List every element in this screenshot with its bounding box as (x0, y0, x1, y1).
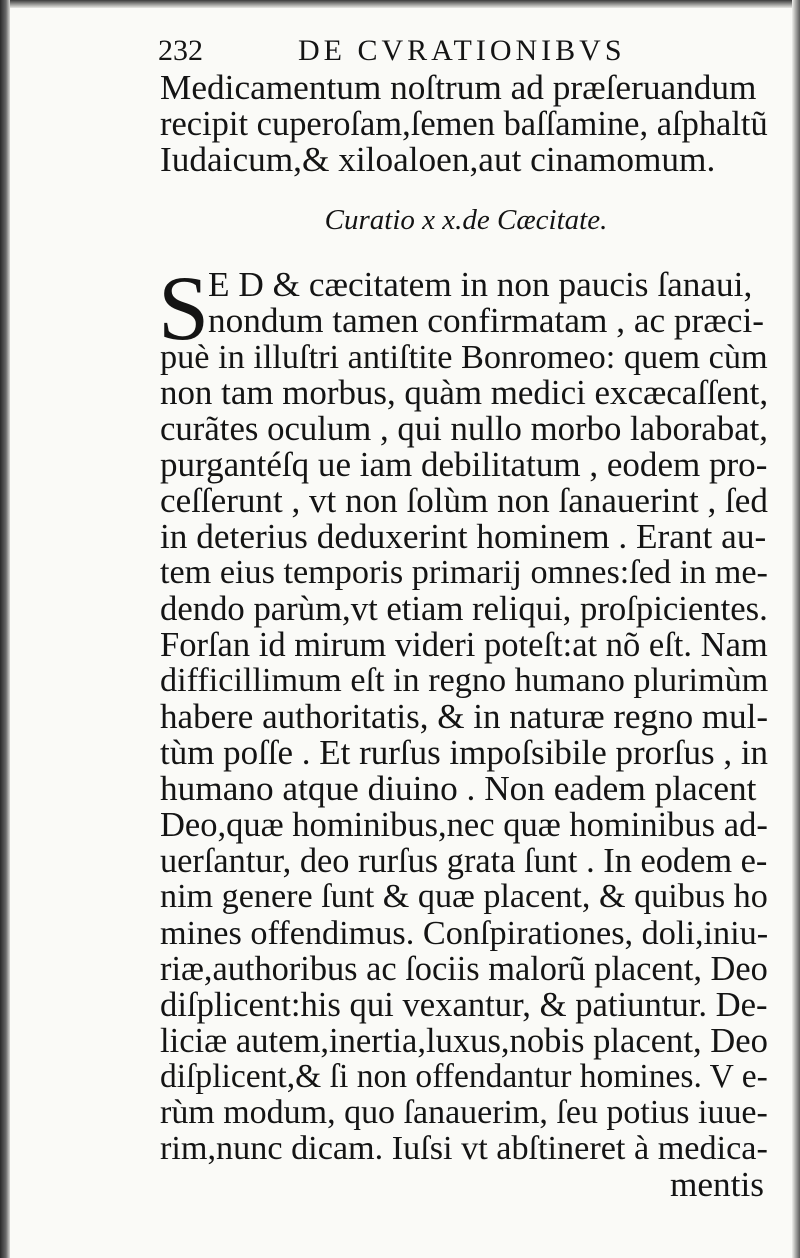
text-line: dendo parùm,vt etiam reliqui, proſpicientes. (160, 589, 768, 628)
text-line: ceſſerunt , vt non ſolùm non ſanauerint , ſed (160, 481, 768, 520)
text-line: humano atque diuino . Non eadem placent (160, 769, 757, 808)
text-line: recipit cuperoſam,ſemen baſſamine, aſphaltũ (160, 105, 768, 143)
text-line: E D & cæcitatem in non paucis ſanaui, (208, 265, 753, 304)
text-line: tem eius temporis primarij omnes:ſed in me- (160, 554, 768, 591)
section-heading: Curatio x x.de Cæcitate. (324, 204, 608, 236)
text-line: Medicamentum noſtrum ad præſeruandum (160, 68, 757, 107)
text-line: liciæ autem,inertia,luxus,nobis placent, Deo (160, 1022, 768, 1060)
text-line: purgantéſq ue iam debilitatum , eodem pro- (160, 445, 768, 484)
text-line: nim genere ſunt & quæ placent, & quibus ho (160, 878, 768, 915)
page-gutter-shadow (0, 0, 10, 1258)
text-line: difficillimum eſt in regno humano plurimùm (160, 662, 769, 699)
page-top-shadow (0, 0, 800, 8)
text-line: rùm modum, quo ſanauerim, ſeu potius iuue- (160, 1094, 768, 1131)
text-line: Forſan id mirum videri poteſt:at nõ eſt. Nam (160, 626, 768, 664)
catchword: mentis (669, 1165, 764, 1204)
text-line: uerſantur, deo rurſus grata ſunt . In eodem e- (160, 842, 768, 880)
running-header (158, 34, 758, 70)
text-line: puè in illuſtri antiſtite Bonromeo: quem cùm (160, 338, 768, 376)
page-right-edge (792, 0, 800, 1258)
text-line: tùm poſſe . Et rurſus impoſsibile prorſus , in (160, 733, 769, 772)
text-line: nondum tamen confirmatam , ac præci- (208, 301, 764, 340)
page-number: 232 (158, 34, 203, 67)
text-line: diſplicent,& ſi non offendantur homines. V e- (160, 1058, 768, 1095)
text-line: in deterius deduxerint hominem . Erant au- (160, 517, 767, 556)
text-line: diſplicent:his qui vexantur, & patiuntur. De- (160, 986, 768, 1024)
text-line: habere authoritatis, & in naturæ regno mul- (160, 697, 769, 736)
text-line: mines offendimus. Conſpirationes, doli,iniu- (160, 914, 769, 952)
drop-cap: S (158, 257, 210, 359)
text-line: Deo,quæ hominibus,nec quæ hominibus ad- (160, 806, 768, 844)
text-line: riæ,authoribus ac ſociis malorũ placent, Deo (160, 950, 768, 988)
running-title: DE CVRATIONIBVS (298, 34, 626, 67)
body-paragraph (158, 257, 772, 1204)
text-line: curãtes oculum , qui nullo morbo laborabat, (160, 409, 768, 448)
text-line: rim,nunc dicam. Iuſsi vt abſtineret à medica- (160, 1130, 768, 1167)
intro-paragraph (160, 70, 772, 178)
text-line: Iudaicum,& xiloaloen,aut cinamomum. (160, 140, 716, 179)
text-line: non tam morbus, quàm medici excæcaſſent, (160, 373, 769, 412)
